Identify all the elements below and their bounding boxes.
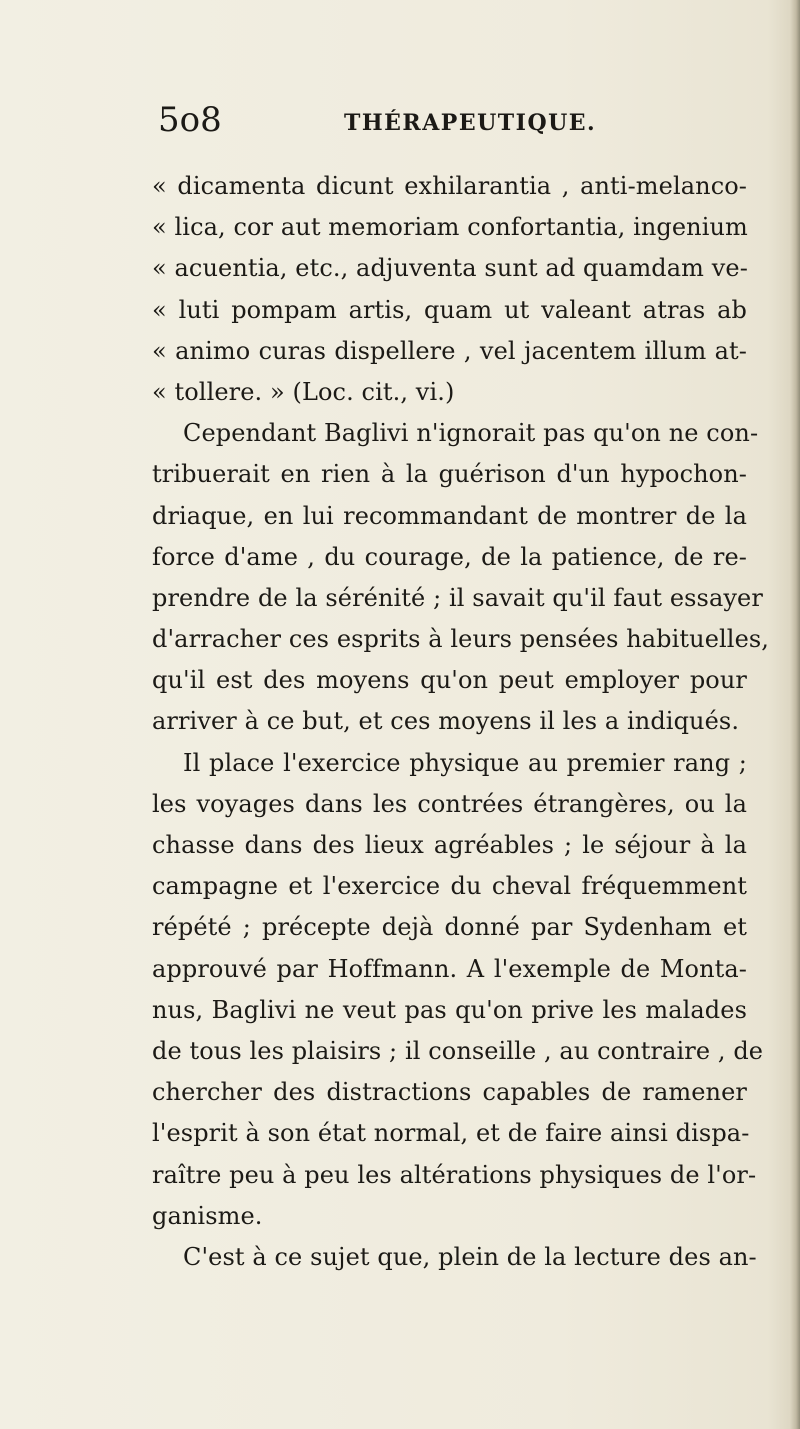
text-line: approuvé par Hoffmann. A l'exemple de Monta- (152, 954, 747, 983)
text-line: Il place l'exercice physique au premier rang ; (183, 748, 747, 777)
text-line: nus, Baglivi ne veut pas qu'on prive les malades (152, 995, 747, 1024)
text-line: ganisme. (152, 1201, 263, 1230)
text-line: l'esprit à son état normal, et de faire ainsi dispa- (152, 1119, 750, 1148)
text-line: prendre de la sérénité ; il savait qu'il faut essayer (152, 583, 763, 612)
page-header (158, 98, 718, 142)
text-line: « dicamenta dicunt exhilarantia , anti-melanco- (152, 172, 747, 200)
text-line: driaque, en lui recommandant de montrer de la (152, 501, 747, 530)
text-line: de tous les plaisirs ; il conseille , au contraire , de (152, 1036, 764, 1065)
text-line: Cependant Baglivi n'ignorait pas qu'on ne con- (183, 419, 759, 448)
text-line: arriver à ce but, et ces moyens il les a indiqués. (152, 707, 740, 736)
text-line: chasse dans des lieux agréables ; le séjour à la (152, 831, 747, 859)
text-line: « animo curas dispellere , vel jacentem illum at- (152, 336, 747, 365)
text-line: d'arracher ces esprits à leurs pensées habituelles, (152, 625, 770, 654)
text-line: raître peu à peu les altérations physiques de l'or- (152, 1160, 757, 1189)
text-line: répété ; précepte dejà donné par Sydenham et (152, 913, 747, 942)
text-line: C'est à ce sujet que, plein de la lecture des an- (183, 1242, 757, 1271)
text-line: tribuerait en rien à la guérison d'un hypochon- (152, 460, 747, 489)
text-line: campagne et l'exercice du cheval fréquemment (152, 872, 747, 901)
text-line: force d'ame , du courage, de la patience, de re- (152, 542, 747, 571)
text-line: « tollere. » (Loc. cit., vi.) (152, 377, 455, 406)
body-text (152, 166, 770, 1278)
running-title: THÉRAPEUTIQUE. (344, 110, 597, 136)
text-line: « luti pompam artis, quam ut valeant atras ab (152, 295, 747, 324)
text-line: qu'il est des moyens qu'on peut employer pour (152, 666, 747, 695)
text-line: « lica, cor aut memoriam confortantia, ingenium (152, 213, 748, 242)
page-edge-shadow (790, 0, 800, 1429)
text-line: les voyages dans les contrées étrangères, ou la (152, 789, 747, 818)
page-number: 5o8 (158, 100, 222, 140)
text-line: chercher des distractions capables de ramener (152, 1078, 747, 1107)
text-line: « acuentia, etc., adjuventa sunt ad quamdam ve- (152, 254, 748, 283)
